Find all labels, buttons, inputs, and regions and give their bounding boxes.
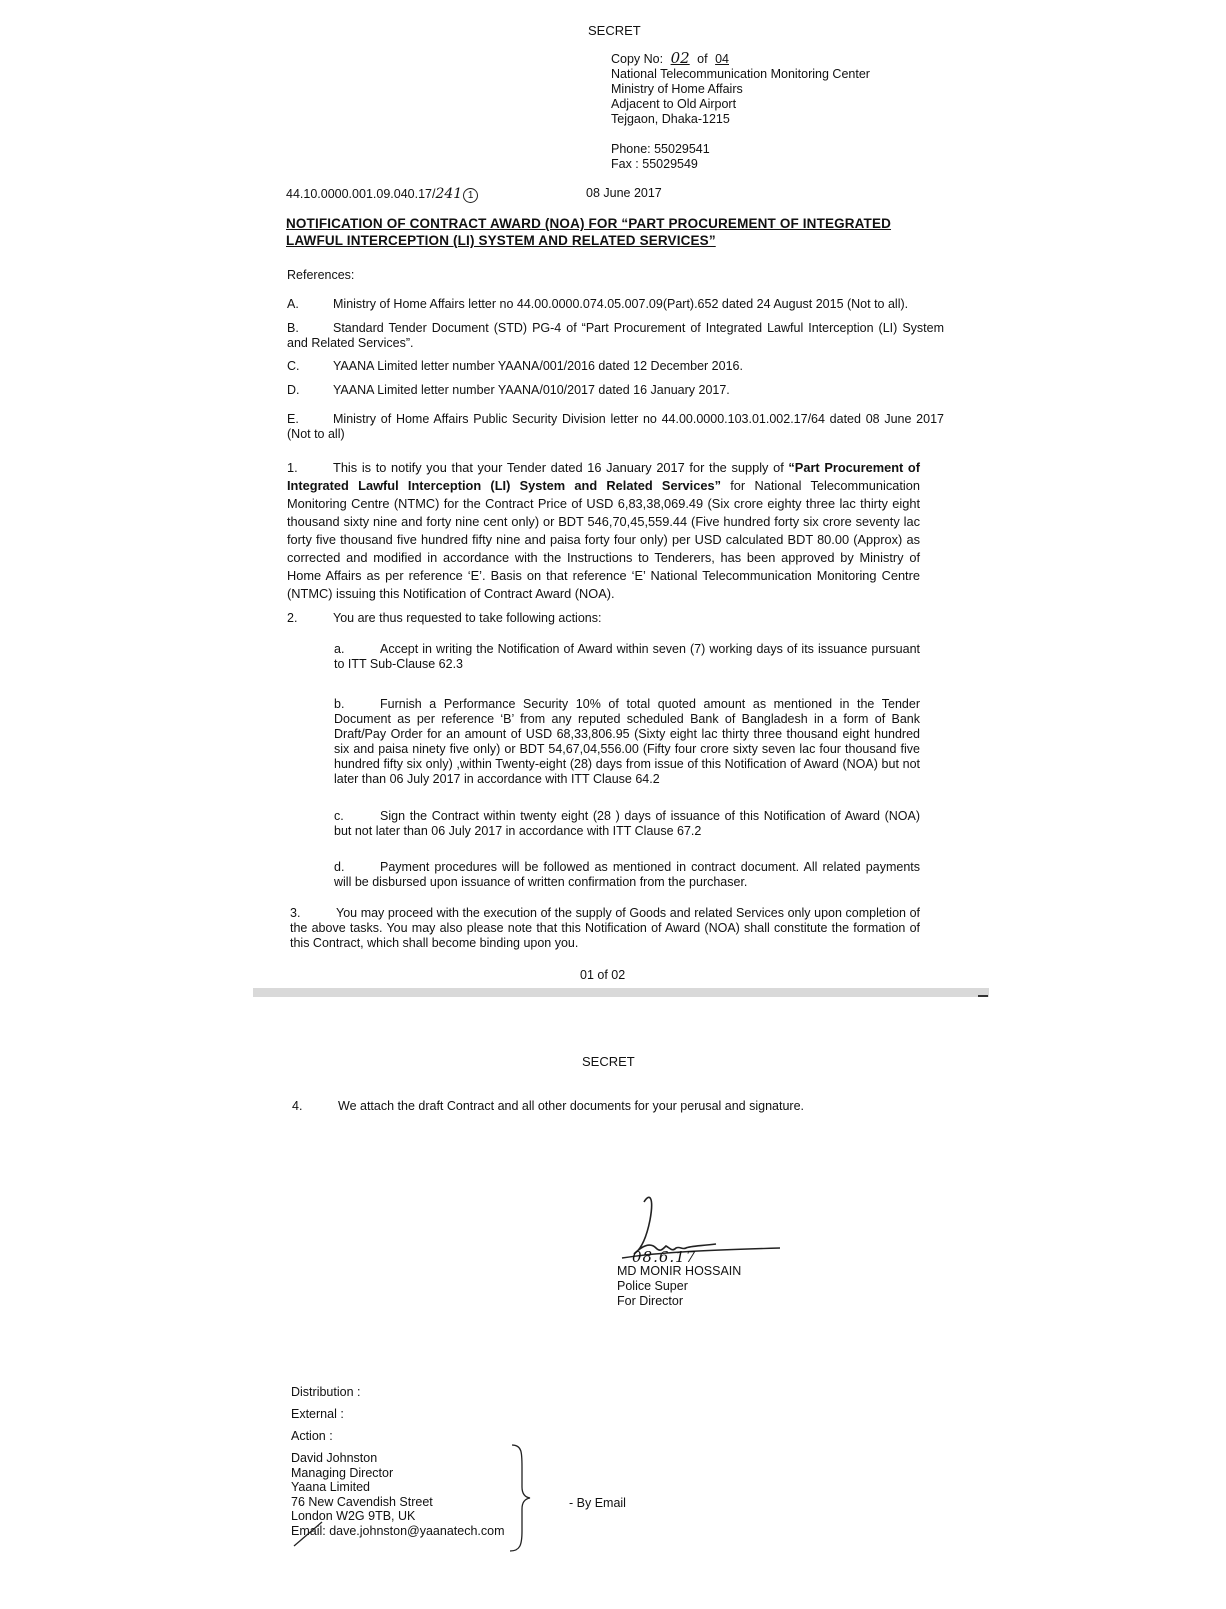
paragraph-label: 1.: [287, 460, 298, 475]
paragraph-2: [287, 611, 601, 626]
divider-mark: [978, 995, 988, 997]
action-label: Action :: [291, 1429, 333, 1443]
paragraph-1: [287, 459, 920, 603]
reference-item: [287, 321, 944, 351]
reference-label: C.: [287, 359, 300, 373]
paragraph-text: for National Telecommunication Monitoring Centre (NTMC) for the Contract Price of USD 6,83,38,069.49 (Six crore eighty three lac thirty eight thousand sixty nine and forty nine cent only) or BDT 546,70,45,559.44 (Five hundred forty six crore seventy lac forty five thousand five hundred fifty nine and paisa forty four only) per USD calculated BDT 80.00 (Approx) as corrected and modified in accordance with the Instructions to Tenderers, has been approved by Ministry of Home Affairs as per reference ‘E’. Basis on that reference ‘E’ National Telecommunication Monitoring Centre (NTMC) issuing this Notification of Contract Award (NOA).: [287, 478, 920, 601]
reference-label: E.: [287, 412, 299, 426]
paragraph-text: You are thus requested to take following actions:: [333, 611, 602, 625]
action-text: Accept in writing the Notification of Award within seven (7) working days of its issuance pursuant to ITT Sub-Clause 62.3: [334, 642, 920, 671]
paragraph-4: [292, 1099, 804, 1114]
copy-number-handwritten: 02: [670, 49, 690, 67]
memo-number: [286, 187, 478, 203]
delivery-method: - By Email: [569, 1496, 626, 1510]
address-line: National Telecommunication Monitoring Center: [611, 67, 870, 81]
reference-text: Ministry of Home Affairs Public Security Division letter no 44.00.0000.103.01.002.17/64 dated 08 June 2017 (Not to all): [287, 412, 944, 441]
recipient-line: London W2G 9TB, UK: [291, 1509, 416, 1523]
reference-item: [287, 383, 932, 398]
paragraph-text: This is to notify you that your Tender dated 16 January 2017 for the supply of: [333, 460, 789, 475]
distribution-label: Distribution :: [291, 1385, 361, 1399]
signatory-role: For Director: [617, 1294, 683, 1308]
page-2: [0, 1000, 1226, 1609]
reference-item: [287, 412, 944, 442]
reference-text: YAANA Limited letter number YAANA/001/2016 dated 12 December 2016.: [333, 359, 743, 373]
page-divider: [253, 988, 989, 997]
recipient-line: David Johnston: [291, 1451, 378, 1465]
paragraph-label: 3.: [290, 906, 301, 920]
signatory-name: MD MONIR HOSSAIN: [617, 1264, 742, 1278]
paragraph-label: 4.: [292, 1099, 303, 1113]
memo-number-handwritten: 241: [435, 186, 463, 202]
recipient-line: Yaana Limited: [291, 1480, 370, 1494]
action-text: Payment procedures will be followed as mentioned in contract document. All related payments will be disbursed upon issuance of written confirmation from the purchaser.: [334, 860, 920, 889]
action-text: Furnish a Performance Security 10% of total quoted amount as mentioned in the Tender Document as per reference ‘B’ from any reputed scheduled Bank of Bangladesh in a form of Bank Draft/Pay Order for an amount of USD 68,33,806.95 (Sixty eight lac thirty three thousand eight hundred six and paisa ninety five only) or BDT 54,67,04,556.00 (Fifty four crore sixty seven lac four thousand five hundred fifty six only) ,within Twenty-eight (28) days from issue of this Notification of Award (NOA) but not later than 06 July 2017 in accordance with ITT Clause 64.2: [334, 697, 920, 786]
reference-label: B.: [287, 321, 299, 335]
brace-icon: [508, 1443, 532, 1553]
reference-label: A.: [287, 297, 299, 311]
classification-header: SECRET: [582, 1054, 635, 1069]
copy-label: Copy No:: [611, 52, 664, 66]
address-line: Tejgaon, Dhaka-1215: [611, 112, 730, 126]
reference-text: YAANA Limited letter number YAANA/010/2017 dated 16 January 2017.: [333, 383, 730, 397]
address-line: Adjacent to Old Airport: [611, 97, 737, 111]
reference-text: Ministry of Home Affairs letter no 44.00.0000.074.05.007.09(Part).652 dated 24 August 2015 (Not to all).: [333, 297, 909, 311]
external-label: External :: [291, 1407, 344, 1421]
copy-number-line: [611, 51, 729, 67]
copy-total: 04: [715, 52, 729, 66]
action-label: a.: [334, 642, 345, 656]
reference-item: [287, 359, 932, 374]
reference-label: D.: [287, 383, 300, 397]
page-number: 01 of 02: [580, 968, 626, 982]
signature-date-handwritten: 08.6.17: [632, 1248, 697, 1266]
action-item: [334, 697, 920, 787]
classification-header: SECRET: [588, 23, 641, 38]
recipient-line: 76 New Cavendish Street: [291, 1494, 433, 1509]
copy-of-label: of: [697, 52, 708, 66]
project-title: “Part Procurement of Integrated Lawful Interception (LI) System and Related Services”: [287, 460, 921, 493]
paragraph-text: We attach the draft Contract and all other documents for your perusal and signature.: [338, 1099, 805, 1113]
action-label: c.: [334, 809, 344, 823]
reference-item: [287, 297, 932, 312]
letter-date: 08 June 2017: [586, 186, 662, 200]
subject-line: LAWFUL INTERCEPTION (LI) SYSTEM AND RELATED SERVICES”: [286, 233, 716, 248]
recipient-line: Email: dave.johnston@yaanatech.com: [291, 1523, 505, 1538]
paragraph-text: You may proceed with the execution of the supply of Goods and related Services only upon completion of the above tasks. You may also please note that this Notification of Award (NOA) shall constitute the formation of this Contract, which shall become binding upon you.: [290, 906, 920, 950]
reference-text: Standard Tender Document (STD) PG-4 of “Part Procurement of Integrated Lawful Interception (LI) System and Related Services”.: [287, 321, 944, 350]
action-item: [334, 809, 920, 839]
circled-one-icon: 1: [463, 188, 478, 203]
action-item: [334, 860, 920, 890]
address-line: Ministry of Home Affairs: [611, 82, 743, 96]
subject-line: NOTIFICATION OF CONTRACT AWARD (NOA) FOR “PART PROCUREMENT OF INTEGRATED: [286, 216, 892, 231]
action-label: b.: [334, 697, 345, 711]
paragraph-label: 2.: [287, 611, 298, 625]
memo-number-prefix: 44.10.0000.001.09.040.17/: [286, 187, 436, 201]
recipient-line: Managing Director: [291, 1465, 394, 1480]
signatory-title: Police Super: [617, 1279, 688, 1293]
references-label: References:: [287, 268, 355, 282]
fax-number: Fax : 55029549: [611, 157, 698, 171]
action-label: d.: [334, 860, 345, 874]
phone-number: Phone: 55029541: [611, 142, 710, 156]
action-text: Sign the Contract within twenty eight (28 ) days of issuance of this Notification of Award (NOA) but not later than 06 July 2017 in accordance with ITT Clause 67.2: [334, 809, 920, 838]
paragraph-3: [290, 906, 920, 951]
sender-address: [611, 67, 870, 127]
hand-stroke-mark: [292, 1518, 332, 1548]
action-item: [334, 642, 920, 672]
